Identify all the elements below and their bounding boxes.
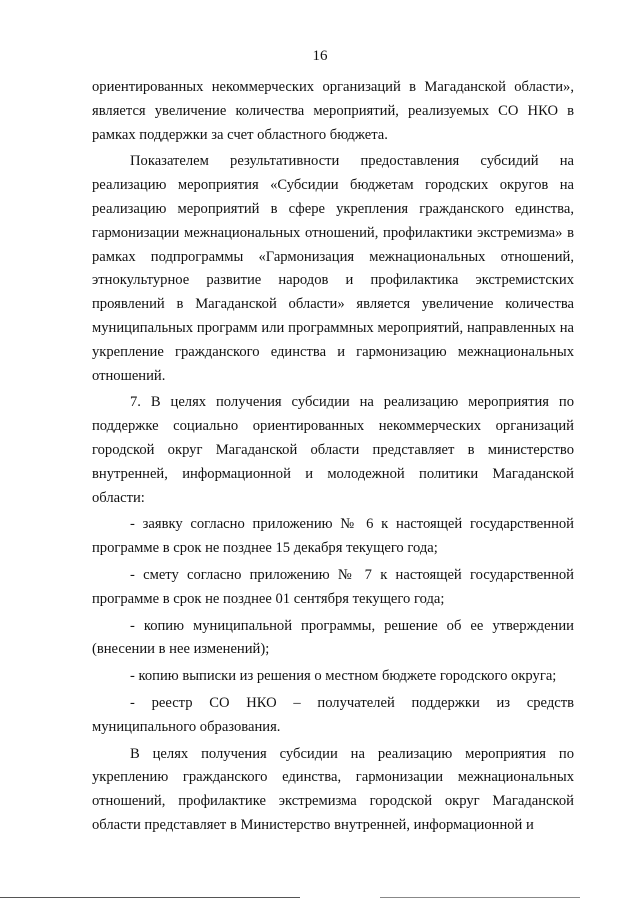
list-item: - смету согласно приложению № 7 к настоящей государственной программе в срок не позднее 01 сентября текущего года; — [92, 566, 574, 607]
paragraph-item-7: 7. В целях получения субсидии на реализацию мероприятия по поддержке социально ориентированных некоммерческих организаций городской округ Магаданской области представляет в министерство внутренней, информационной и молодежной политики Магаданской области: — [92, 394, 574, 506]
scan-edge-line — [380, 897, 580, 898]
paragraph-continuation: ориентированных некоммерческих организаций в Магаданской области», является увеличение количества мероприятий, реализуемых СО НКО в рамках поддержки за счет областного бюджета. — [92, 79, 574, 143]
list-item: - реестр СО НКО – получателей поддержки из средств муниципального образования. — [92, 694, 574, 735]
paragraph-indicator: Показателем результативности предоставления субсидий на реализацию мероприятия «Субсидии бюджетам городских округов на реализацию мероприятий в сфере укрепления гражданского единства, гармонизации межнациональных отношений, профилактики экстремизма» в рамках подпрограммы «Гармонизация межнациональных отношений, этнокультурное развитие народов и профилактика экстремистских проявлений в Магаданской области» является увеличение количества муниципальных программ или программных мероприятий, направленных на укрепление гражданского единства и гармонизацию межнациональных отношений. — [92, 153, 574, 384]
page-number: 16 — [312, 48, 328, 64]
list-item: - заявку согласно приложению № 6 к настоящей государственной программе в срок не позднее 15 декабря текущего года; — [92, 516, 574, 557]
list-item: - копию муниципальной программы, решение об ее утверждении (внесении в нее изменений); — [92, 617, 574, 658]
scan-edge-line — [0, 897, 300, 898]
paragraph-final: В целях получения субсидии на реализацию мероприятия по укреплению гражданского единства, гармонизации межнациональных отношений, профилактике экстремизма городской округ Магаданской области представляет в Министерство внутренней, информационной и — [92, 745, 574, 833]
document-body — [92, 76, 574, 838]
list-item: - копию выписки из решения о местном бюджете городского округа; — [130, 668, 557, 685]
